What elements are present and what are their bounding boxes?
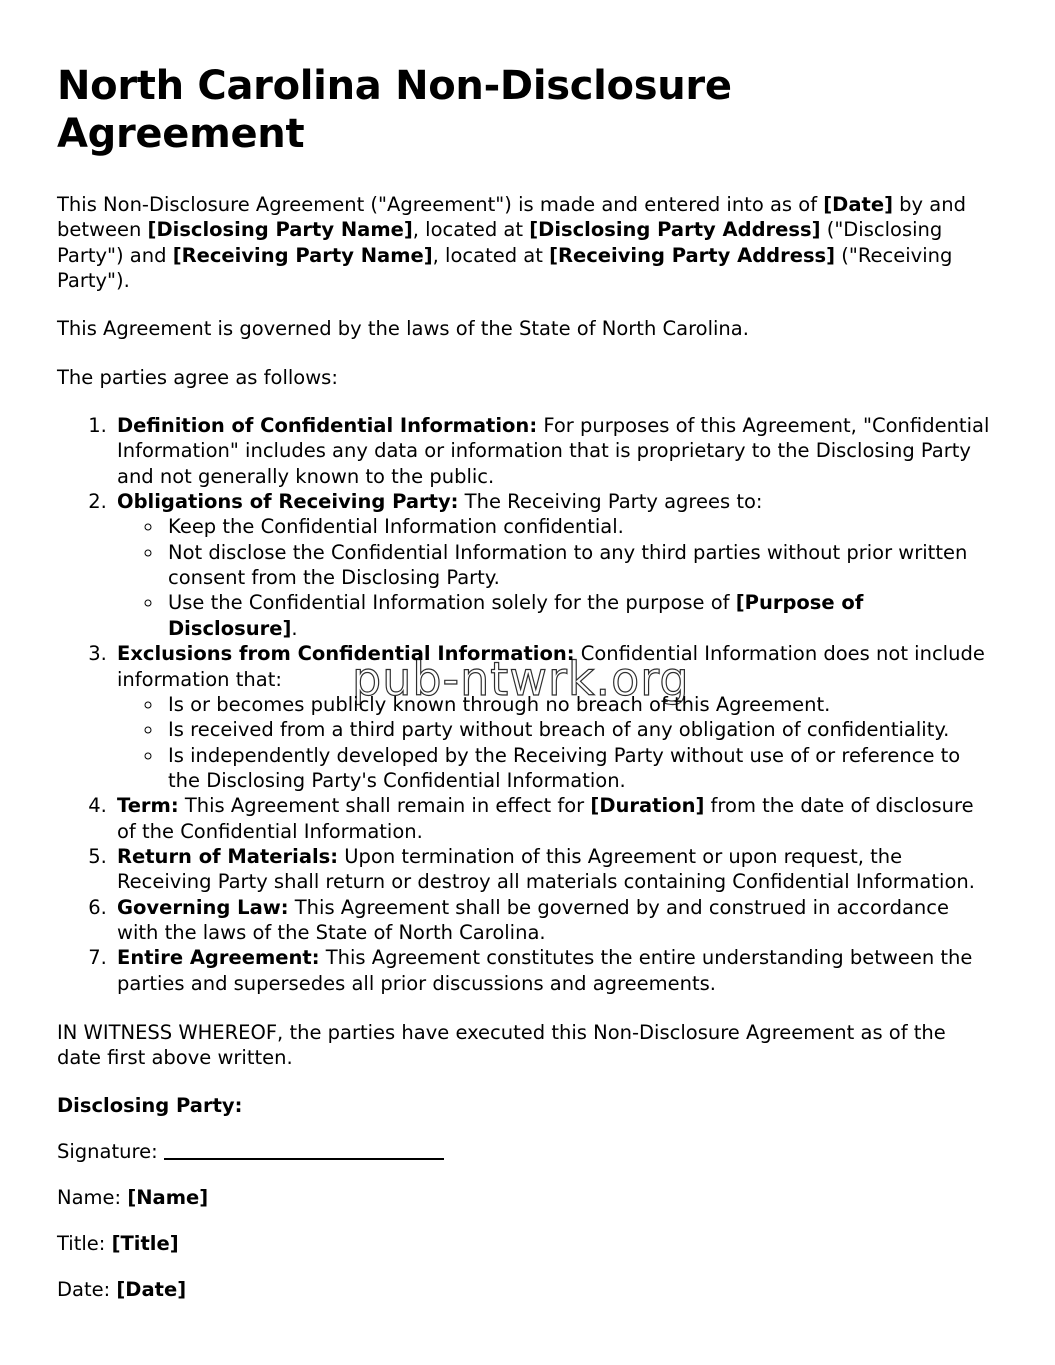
- name-label: Name:: [57, 1185, 128, 1209]
- clause-definition-text: [117, 413, 990, 489]
- clause-heading: Definition of Confidential Information:: [117, 414, 538, 438]
- list-item: [164, 590, 990, 641]
- clause-exclusions-text: [117, 641, 990, 692]
- clause-body-after: from the date of disclosure of the Confidential Information.: [117, 794, 974, 843]
- watermark-overlay: pub-ntwrk.org: [352, 652, 690, 706]
- name-row: [57, 1186, 990, 1209]
- clause-heading: Entire Agreement:: [117, 946, 320, 970]
- page-title: North Carolina Non-Disclosure Agreement: [57, 63, 732, 157]
- witness-paragraph: IN WITNESS WHEREOF, the parties have executed this Non-Disclosure Agreement as of the date first above written.: [57, 1020, 946, 1070]
- intro-text-6: ("Receiving Party").: [57, 243, 953, 293]
- placeholder-date-signature: [Date]: [116, 1277, 187, 1301]
- clause-item-governing-law: [113, 895, 990, 946]
- clause-body: This Agreement shall be governed by and construed in accordance with the laws of the State of North Carolina.: [117, 895, 949, 944]
- intro-paragraph: [57, 192, 990, 293]
- placeholder-name: [Name]: [127, 1185, 209, 1209]
- clause-item-term: [113, 793, 990, 844]
- list-item: [164, 717, 990, 742]
- subclause-text: Keep the Confidential Information confidential.: [168, 515, 624, 539]
- placeholder-receiving-party-name: [Receiving Party Name]: [172, 243, 433, 267]
- intro-text-3: , located at: [412, 218, 530, 242]
- clause-body: This Agreement constitutes the entire understanding between the parties and supersedes all prior discussions and agreements.: [117, 946, 973, 995]
- intro-text-1: This Non-Disclosure Agreement ("Agreement") is made and entered into as of: [57, 193, 824, 216]
- clause-item-entire-agreement: [113, 945, 990, 996]
- intro-text-2: by and between: [57, 193, 966, 242]
- clause-item-exclusions: [113, 641, 990, 793]
- intro-text-5: , located at: [432, 243, 550, 267]
- subclause-text: Not disclose the Confidential Information to any third parties without prior written consent from the Disclosing Party.: [168, 540, 968, 590]
- clause-body: Upon termination of this Agreement or upon request, the Receiving Party shall return or destroy all materials containing Confidential Information.: [117, 844, 975, 894]
- placeholder-disclosing-party-address: [Disclosing Party Address]: [529, 218, 821, 242]
- exclusions-subclause-list: [117, 692, 990, 793]
- agree-lead-in: The parties agree as follows:: [57, 365, 338, 389]
- list-item: [164, 514, 990, 539]
- clause-heading: Exclusions from Confidential Information:: [117, 642, 575, 666]
- list-item: [164, 540, 990, 591]
- list-item: [164, 743, 990, 794]
- clause-heading: Governing Law:: [117, 895, 289, 919]
- clause-obligations-text: [117, 489, 990, 514]
- placeholder-purpose-of-disclosure: [Purpose of Disclosure]: [168, 591, 864, 640]
- title-row: [57, 1232, 990, 1255]
- obligations-subclause-list: [117, 514, 990, 641]
- clause-item-definition: [113, 413, 990, 489]
- date-label: Date:: [57, 1277, 117, 1301]
- placeholder-date: [Date]: [823, 193, 893, 216]
- subclause-text-before: Use the Confidential Information solely for the purpose of: [168, 591, 736, 615]
- clause-list: [57, 413, 990, 996]
- clause-item-obligations: [113, 489, 990, 641]
- subclause-text: Is independently developed by the Receiving Party without use of or reference to the Disclosing Party's Confidential Information.: [168, 743, 961, 792]
- subclause-text-after: .: [291, 616, 298, 640]
- disclosing-party-heading: Disclosing Party:: [57, 1093, 243, 1117]
- title-label: Title:: [57, 1231, 112, 1255]
- clause-item-return-of-materials: [113, 844, 990, 895]
- clause-body-before: This Agreement shall remain in effect for: [178, 794, 591, 818]
- clause-body: For purposes of this Agreement, "Confidential Information" includes any data or information that is proprietary to the Disclosing Party and not generally known to the public.: [117, 414, 990, 488]
- clause-return-text: [117, 844, 990, 895]
- signature-line[interactable]: [164, 1158, 444, 1160]
- clause-entire-agreement-text: [117, 945, 990, 996]
- clause-term-text: [117, 793, 990, 844]
- intro-text-4: ("Disclosing Party") and: [57, 218, 943, 267]
- list-item: [164, 692, 990, 717]
- clause-heading: Return of Materials:: [117, 844, 339, 868]
- placeholder-disclosing-party-name: [Disclosing Party Name]: [147, 218, 413, 242]
- placeholder-duration: [Duration]: [590, 794, 705, 818]
- clause-heading: Term:: [117, 794, 179, 818]
- signature-label: Signature:: [57, 1139, 158, 1163]
- signature-row: [57, 1140, 990, 1163]
- date-row: [57, 1278, 990, 1301]
- subclause-text: Is or becomes publicly known through no breach of this Agreement.: [168, 692, 831, 716]
- governing-law-line: This Agreement is governed by the laws of the State of North Carolina.: [57, 317, 749, 341]
- placeholder-receiving-party-address: [Receiving Party Address]: [549, 243, 836, 267]
- placeholder-title: [Title]: [111, 1231, 179, 1255]
- clause-body: Confidential Information does not include information that:: [117, 642, 985, 691]
- clause-governing-law-text: [117, 895, 990, 946]
- subclause-text: Is received from a third party without breach of any obligation of confidentiality.: [168, 718, 950, 742]
- clause-heading: Obligations of Receiving Party:: [117, 490, 459, 514]
- clause-body: The Receiving Party agrees to:: [458, 490, 763, 514]
